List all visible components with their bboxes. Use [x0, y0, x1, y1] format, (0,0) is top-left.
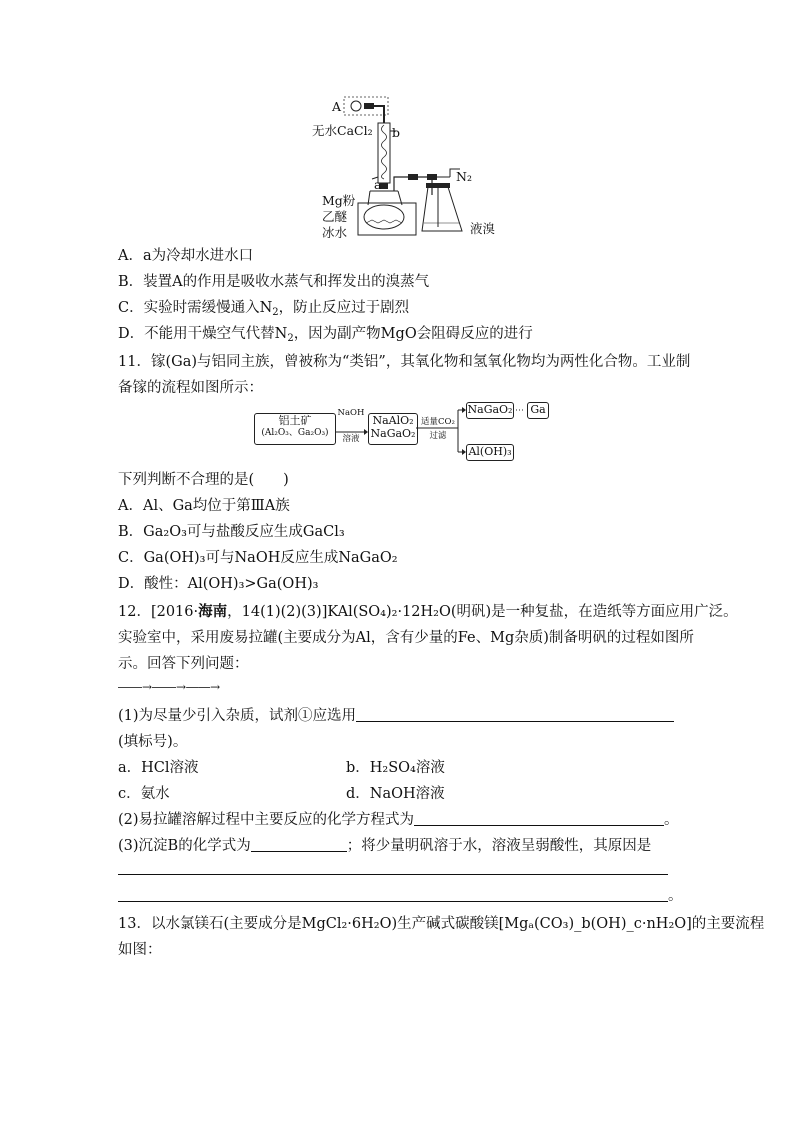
- q11-option-d: D．酸性：Al(OH)₃>Ga(OH)₃: [118, 576, 319, 592]
- q12-part2-blank[interactable]: [414, 811, 664, 826]
- gallium-flowchart: [250, 402, 550, 464]
- q12-part2-end: 。: [664, 812, 679, 828]
- q11-stem-line1: 11．镓(Ga)与铝同主族，曾被称为“类铝”，其氧化物和氢氧化物均为两性化合物。工业制: [118, 354, 691, 370]
- flow-ore-name: 铝土矿: [278, 414, 312, 427]
- q10-option-d-pre: D．不能用干燥空气代替N: [118, 326, 288, 342]
- q11-option-a: A．Al、Ga均位于第ⅢA族: [118, 498, 290, 514]
- q12-stem-line2: 实验室中，采用废易拉罐(主要成分为Al，含有少量的Fe、Mg杂质)制备明矾的过程如图所: [118, 630, 694, 646]
- flow-dotted-arrow: [513, 406, 527, 414]
- q10-option-c: C．实验时需缓慢通入$N_2$，防止反应过于剧烈: [118, 300, 410, 318]
- flow-mid-naalo2: NaAlO₂: [372, 414, 414, 427]
- q12-part3-text: (3)沉淀B的化学式为: [118, 838, 251, 854]
- label-b: b: [392, 125, 401, 140]
- label-cacl2: 无水CaCl₂: [312, 123, 373, 138]
- flow-branch-lines: [416, 402, 466, 464]
- q12-choice-d: d．NaOH溶液: [346, 786, 445, 802]
- q10-option-c-post: ，防止反应过于剧烈: [278, 300, 410, 316]
- q12-source: 海南: [198, 603, 228, 620]
- q12-part2-text: (2)易拉罐溶解过程中主要反应的化学方程式为: [118, 812, 415, 828]
- q12-part3-blank[interactable]: [251, 837, 347, 852]
- flow-ore-box: [254, 413, 336, 445]
- flow-nagao2-box: NaGaO₂: [466, 402, 514, 419]
- flow-mid-nagao2: NaGaO₂: [370, 427, 416, 440]
- label-br: 液溴: [470, 221, 496, 236]
- q12-part3-reason: ；将少量明矾溶于水，溶液呈弱酸性，其原因是: [346, 838, 652, 854]
- q13-stem-line1: 13．以水氯镁石(主要成分是MgCl₂·6H₂O)生产碱式碳酸镁[Mgₐ(CO₃)_b(OH)_c·nH₂O]的主要流程: [118, 916, 765, 932]
- label-n2: N₂: [456, 169, 472, 184]
- q12-part1-text: (1)为尽量少引入杂质，试剂①应选用: [118, 708, 357, 724]
- q11-option-b: B．Ga₂O₃可与盐酸反应生成GaCl₃: [118, 524, 345, 540]
- q12-choice-c: c．氨水: [118, 786, 170, 802]
- q12-answer-line2[interactable]: [118, 887, 668, 902]
- q12-part3: [118, 836, 651, 856]
- q12-stem-line1: [118, 602, 738, 622]
- flow-arrow2-top: 适量CO₂: [421, 417, 455, 427]
- flow-arrow1-top: NaOH: [337, 408, 365, 418]
- q10-option-d: D．不能用干燥空气代替$N_2$，因为副产物MgO会阻碍反应的进行: [118, 326, 533, 344]
- flow-arrow2-bottom: 过滤: [429, 431, 447, 441]
- q12-answer-line1[interactable]: [118, 874, 668, 875]
- q12-stem-rest: ，14(1)(2)(3)]KAl(SO₄)₂·12H₂O(明矾)是一种复盐，在造纸等方面应用广泛。: [227, 604, 738, 620]
- q10-option-a: A．a为冷却水进水口: [118, 248, 254, 264]
- q12-part2: [118, 810, 679, 830]
- q12-process-arrows: ――→――→――→: [118, 680, 221, 694]
- flow-ore-formula: (Al₂O₃、Ga₂O₃): [261, 428, 329, 438]
- label-ether: 乙醚: [322, 209, 348, 224]
- label-ice: 冰水: [322, 225, 348, 240]
- q12-part1: [118, 706, 674, 726]
- q11-stem-line2: 备镓的流程如图所示：: [118, 380, 263, 396]
- q12-choice-a: a．HCl溶液: [118, 760, 199, 776]
- q12-part3-end: 。: [668, 888, 683, 904]
- q10-option-d-post: ，因为副产物MgO会阻碍反应的进行: [293, 326, 533, 342]
- label-mg: Mg粉: [322, 193, 356, 208]
- flow-ga-box: Ga: [527, 402, 549, 419]
- q10-option-b: B．装置A的作用是吸收水蒸气和挥发出的溴蒸气: [118, 274, 430, 290]
- q12-number: 12．[2016·: [118, 604, 199, 620]
- q12-part1-blank[interactable]: [356, 707, 674, 722]
- q12-part1-suffix: (填标号)。: [118, 734, 188, 750]
- q12-answer-line2-wrap: [118, 886, 683, 906]
- flow-arrow1-bottom: 溶液: [342, 434, 360, 444]
- label-a: a: [374, 177, 382, 192]
- q13-stem-line2: 如图：: [118, 942, 162, 958]
- q11-option-c: C．Ga(OH)₃可与NaOH反应生成NaGaO₂: [118, 550, 398, 566]
- q10-option-c-pre: C．实验时需缓慢通入N: [118, 300, 273, 316]
- q12-stem-line3: 示。回答下列问题：: [118, 656, 249, 672]
- q12-choice-b: b．H₂SO₄溶液: [346, 760, 445, 776]
- label-A: A: [332, 99, 342, 114]
- apparatus-figure: [310, 95, 510, 245]
- flow-mid-box: [368, 413, 418, 445]
- q11-question: 下列判断不合理的是( ): [118, 472, 289, 488]
- flow-aloh3-box: Al(OH)₃: [466, 444, 514, 461]
